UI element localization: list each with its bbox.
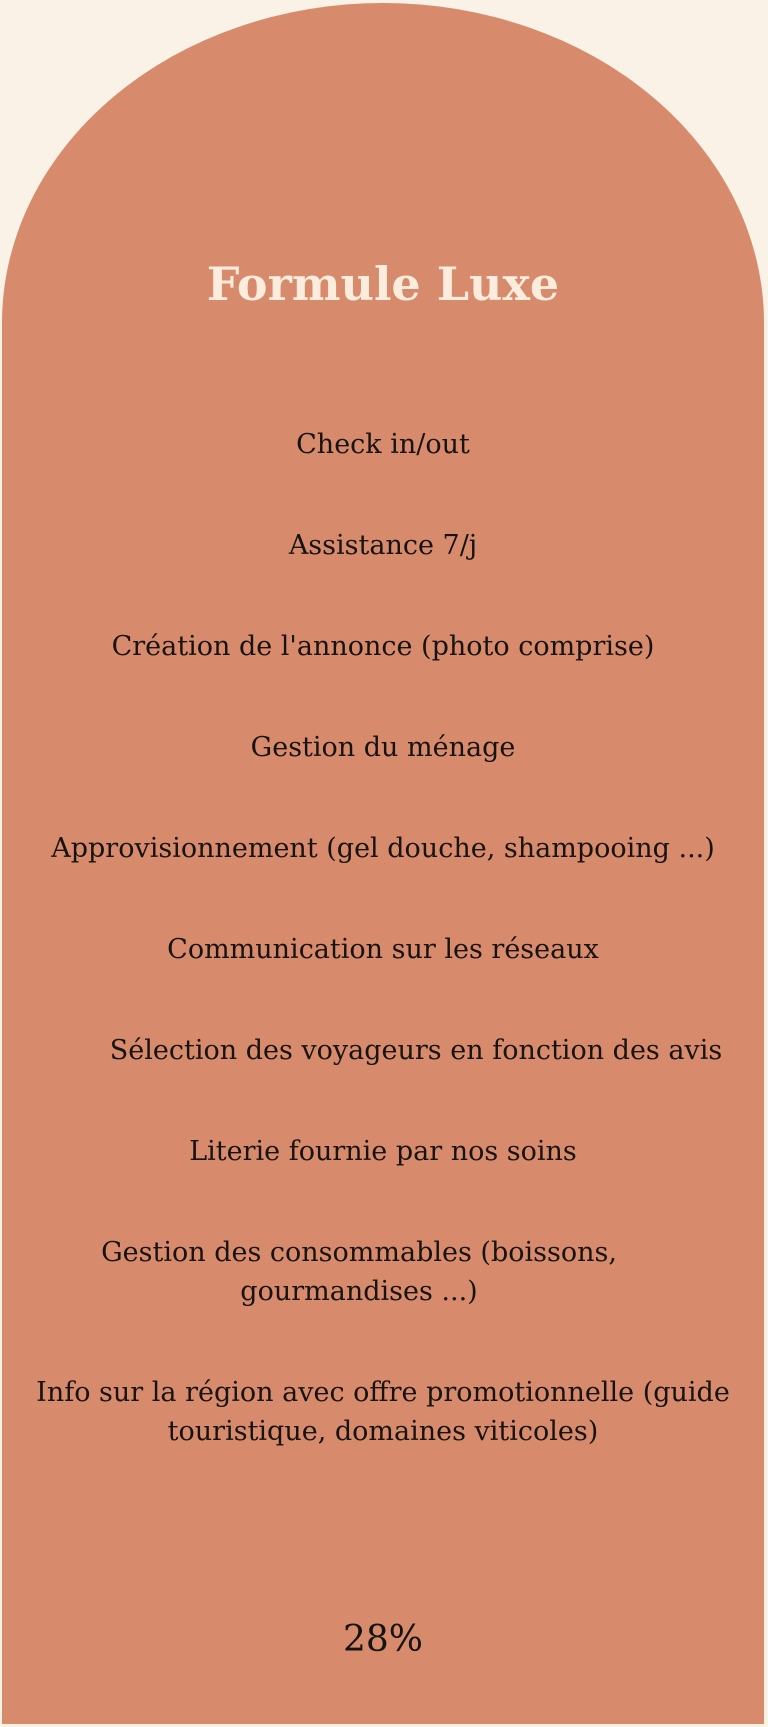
feature-item-listing-creation: Création de l'annonce (photo comprise) — [111, 631, 655, 662]
feature-item-consumables: Gestion des consommables (boissons, gourmandises ...) — [101, 1237, 617, 1307]
pricing-card — [2, 3, 764, 1724]
feature-item-check-in-out: Check in/out — [296, 429, 470, 460]
feature-item-assistance: Assistance 7/j — [288, 530, 478, 561]
feature-item-region-info: Info sur la région avec offre promotionnelle (guide touristique, domaines viticoles) — [36, 1377, 730, 1447]
feature-item-social-media: Communication sur les réseaux — [167, 934, 599, 965]
plan-title: Formule Luxe — [206, 257, 560, 311]
feature-item-supplies: Approvisionnement (gel douche, shampooing ...) — [51, 833, 715, 864]
plan-price: 28% — [342, 1619, 423, 1660]
feature-item-cleaning: Gestion du ménage — [250, 732, 516, 763]
feature-item-guest-selection: Sélection des voyageurs en fonction des avis — [109, 1035, 723, 1066]
feature-item-bedding: Literie fournie par nos soins — [189, 1136, 577, 1167]
